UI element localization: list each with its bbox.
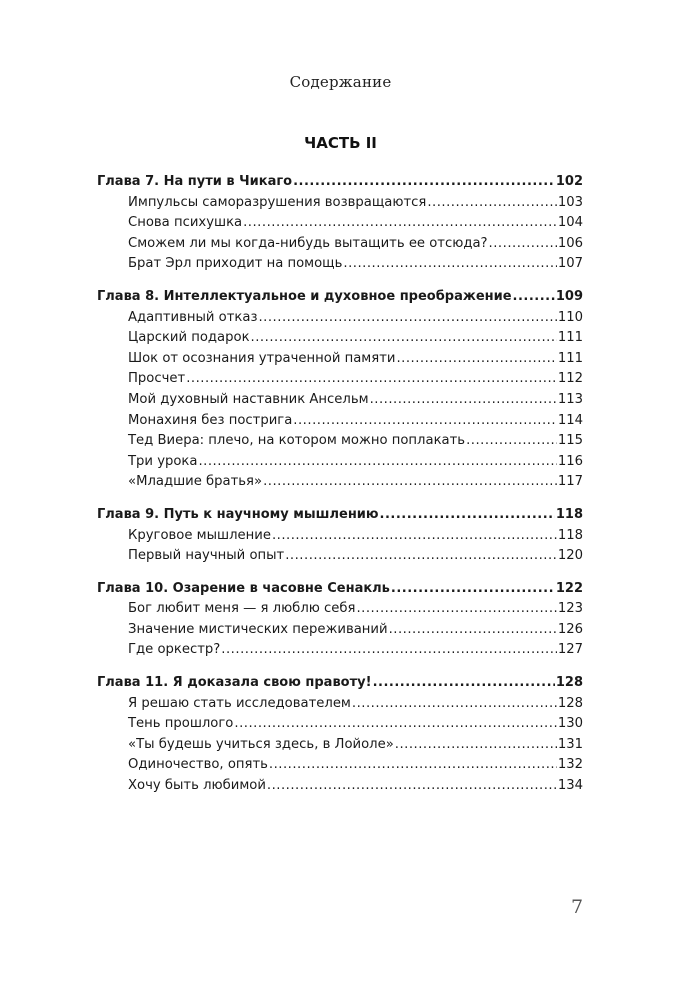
section-title: Где оркестр? xyxy=(128,642,221,658)
page-number: 7 xyxy=(571,896,584,918)
chapter-block xyxy=(97,287,583,493)
section-page-number: 117 xyxy=(557,474,583,490)
section-entry xyxy=(97,213,583,234)
section-title: «Младшие братья» xyxy=(128,474,263,490)
chapter-page-number: 109 xyxy=(555,288,583,304)
chapter-title: Глава 7. На пути в Чикаго xyxy=(97,174,293,189)
section-entry xyxy=(97,694,583,715)
dot-leader xyxy=(370,390,557,411)
dot-leader xyxy=(356,599,556,620)
section-title: Круговое мышление xyxy=(128,527,271,543)
section-page-number: 116 xyxy=(557,453,583,469)
dot-leader xyxy=(221,640,557,661)
dot-leader xyxy=(489,234,557,255)
table-of-contents xyxy=(97,172,583,809)
dot-leader xyxy=(285,546,557,567)
dot-leader xyxy=(352,694,557,715)
section-page-number: 113 xyxy=(557,391,583,407)
dot-leader xyxy=(269,755,557,776)
section-title: Я решаю стать исследователем xyxy=(128,695,351,711)
section-entry xyxy=(97,254,583,275)
section-entry xyxy=(97,431,583,452)
section-entry xyxy=(97,193,583,214)
section-entry xyxy=(97,308,583,329)
section-entry xyxy=(97,390,583,411)
dot-leader xyxy=(267,776,557,797)
section-page-number: 127 xyxy=(557,642,583,658)
section-entry xyxy=(97,526,583,547)
chapter-page-number: 128 xyxy=(555,675,583,691)
chapter-entry xyxy=(97,505,583,526)
section-entry xyxy=(97,369,583,390)
dot-leader xyxy=(198,452,556,473)
section-title: Сможем ли мы когда-нибудь вытащить ее отсюда? xyxy=(128,235,488,251)
chapter-block xyxy=(97,579,583,661)
chapter-entry xyxy=(97,172,583,193)
section-title: Царский подарок xyxy=(128,330,250,346)
part-title: ЧАСТЬ II xyxy=(304,134,377,152)
section-title: Первый научный опыт xyxy=(128,548,285,564)
section-page-number: 120 xyxy=(557,548,583,564)
chapter-entry xyxy=(97,673,583,694)
section-page-number: 110 xyxy=(557,309,583,325)
chapter-page-number: 122 xyxy=(555,580,583,596)
section-entry xyxy=(97,472,583,493)
section-page-number: 115 xyxy=(557,433,583,449)
dot-leader xyxy=(263,472,557,493)
section-page-number: 128 xyxy=(557,695,583,711)
chapter-page-number: 118 xyxy=(555,506,583,522)
section-title: Хочу быть любимой xyxy=(128,778,266,794)
section-entry xyxy=(97,714,583,735)
chapter-title: Глава 10. Озарение в часовне Сенакль xyxy=(97,580,390,596)
dot-leader xyxy=(243,213,557,234)
section-page-number: 104 xyxy=(557,215,583,231)
section-page-number: 118 xyxy=(557,527,583,543)
section-entry xyxy=(97,735,583,756)
section-title: Шок от осознания утраченной памяти xyxy=(128,350,396,366)
section-entry xyxy=(97,452,583,473)
dot-leader xyxy=(396,349,556,370)
chapter-title: Глава 8. Интеллектуальное и духовное преображение xyxy=(97,288,512,304)
section-title: Импульсы саморазрушения возвращаются xyxy=(128,194,427,210)
chapter-entry xyxy=(97,287,583,308)
chapter-title: Глава 11. Я доказала свою правоту! xyxy=(97,675,372,691)
chapter-block xyxy=(97,673,583,797)
section-page-number: 131 xyxy=(557,736,583,752)
dot-leader xyxy=(293,172,555,193)
running-title: Содержание xyxy=(289,73,392,91)
chapter-block xyxy=(97,172,583,275)
section-entry xyxy=(97,546,583,567)
dot-leader xyxy=(395,735,557,756)
section-title: Адаптивный отказ xyxy=(128,309,258,325)
section-entry xyxy=(97,411,583,432)
dot-leader xyxy=(466,431,557,452)
section-title: Монахиня без пострига xyxy=(128,412,293,428)
section-page-number: 111 xyxy=(557,350,583,366)
dot-leader xyxy=(389,620,557,641)
dot-leader xyxy=(272,526,557,547)
section-title: Три урока xyxy=(128,453,198,469)
section-page-number: 112 xyxy=(557,371,583,387)
chapter-block xyxy=(97,505,583,567)
section-entry xyxy=(97,349,583,370)
chapter-entry xyxy=(97,579,583,600)
section-entry xyxy=(97,620,583,641)
section-page-number: 107 xyxy=(557,256,583,272)
dot-leader xyxy=(293,411,557,432)
section-title: Просчет xyxy=(128,371,186,387)
section-title: Значение мистических переживаний xyxy=(128,621,388,637)
dot-leader xyxy=(343,254,556,275)
chapter-page-number: 102 xyxy=(555,174,583,189)
dot-leader xyxy=(258,308,556,329)
section-entry xyxy=(97,640,583,661)
section-page-number: 126 xyxy=(557,621,583,637)
section-title: Одиночество, опять xyxy=(128,757,268,773)
section-page-number: 123 xyxy=(557,601,583,617)
section-entry xyxy=(97,776,583,797)
section-title: Снова психушка xyxy=(128,215,243,231)
section-entry xyxy=(97,328,583,349)
section-title: Мой духовный наставник Ансельм xyxy=(128,391,369,407)
chapter-title: Глава 9. Путь к научному мышлению xyxy=(97,506,379,522)
section-entry xyxy=(97,234,583,255)
section-page-number: 134 xyxy=(557,778,583,794)
section-page-number: 103 xyxy=(557,194,583,210)
section-title: Тед Виера: плечо, на котором можно поплакать xyxy=(128,433,466,449)
dot-leader xyxy=(186,369,557,390)
dot-leader xyxy=(251,328,557,349)
dot-leader xyxy=(234,714,556,735)
section-page-number: 106 xyxy=(557,235,583,251)
section-entry xyxy=(97,599,583,620)
section-title: Тень прошлого xyxy=(128,716,234,732)
section-page-number: 130 xyxy=(557,716,583,732)
section-title: «Ты будешь учиться здесь, в Лойоле» xyxy=(128,736,394,752)
dot-leader xyxy=(391,579,555,600)
dot-leader xyxy=(427,193,556,214)
section-entry xyxy=(97,755,583,776)
section-title: Бог любит меня — я люблю себя xyxy=(128,601,356,617)
section-page-number: 132 xyxy=(557,757,583,773)
section-page-number: 111 xyxy=(557,330,583,346)
section-page-number: 114 xyxy=(557,412,583,428)
section-title: Брат Эрл приходит на помощь xyxy=(128,256,343,272)
dot-leader xyxy=(373,673,555,694)
dot-leader xyxy=(513,287,555,308)
dot-leader xyxy=(380,505,555,526)
